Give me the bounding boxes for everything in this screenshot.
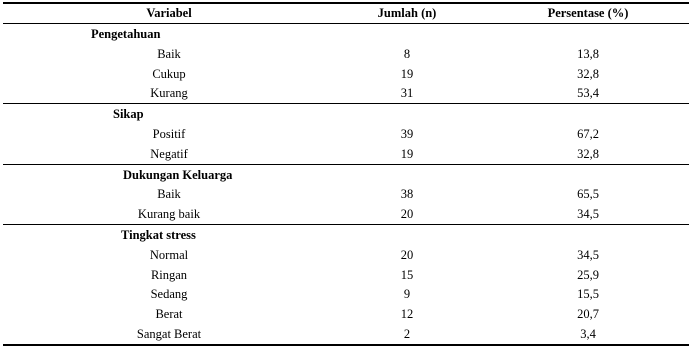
group-title-row [3,225,689,245]
header-count: Jumlah (n) [377,6,437,20]
group-title-row [3,165,689,185]
row-label: Berat [155,307,183,322]
row-percent: 34,5 [577,247,599,262]
row-count: 39 [400,127,414,141]
row-count: 38 [400,187,414,202]
row-label: Baik [157,46,181,61]
row-label: Normal [149,247,189,262]
row-percent: 34,5 [577,207,599,222]
table-row [3,265,689,285]
row-count: 31 [400,86,414,101]
row-count: 19 [400,66,414,81]
row-label: Kurang [150,86,188,101]
row-percent: 3,4 [580,327,596,341]
row-label: Baik [157,187,181,202]
row-count: 2 [403,327,411,341]
table-row [3,304,689,324]
table-row [3,184,689,204]
row-percent: 32,8 [577,66,599,81]
group-title: Pengetahuan [91,27,161,41]
row-count: 8 [403,46,411,61]
table-row [3,44,689,64]
row-percent: 25,9 [577,267,599,282]
row-label: Positif [152,127,186,141]
row-percent: 15,5 [577,287,599,302]
row-label: Sedang [150,287,188,302]
row-count: 9 [403,287,411,302]
group-title: Sikap [113,107,144,122]
table-row [3,64,689,84]
header-variable: Variabel [146,6,192,20]
row-count: 12 [400,307,414,322]
header-percent: Persentase (%) [547,6,629,20]
row-percent: 13,8 [577,46,599,61]
row-count: 19 [400,146,414,161]
row-percent: 67,2 [577,127,599,141]
row-label: Cukup [152,66,186,81]
row-label: Kurang baik [137,207,201,222]
row-percent: 20,7 [577,307,599,322]
row-count: 20 [400,247,414,262]
group-title-row [3,24,689,44]
row-percent: 53,4 [577,86,599,101]
group-title: Dukungan Keluarga [123,167,233,182]
row-count: 20 [400,207,414,222]
header-row [3,3,689,23]
row-label: Negatif [150,146,188,161]
table-row [3,83,689,103]
table-row [3,324,689,344]
row-label: Ringan [150,267,188,282]
row-percent: 65,5 [577,187,599,202]
table-row [3,284,689,304]
group-title: Tingkat stress [121,228,196,242]
table-row [3,204,689,224]
row-count: 15 [400,267,414,282]
row-label: Sangat Berat [136,327,202,341]
row-percent: 32,8 [577,146,599,161]
table-row [3,124,689,144]
table-row [3,245,689,265]
group-title-row [3,104,689,124]
table-row [3,144,689,164]
